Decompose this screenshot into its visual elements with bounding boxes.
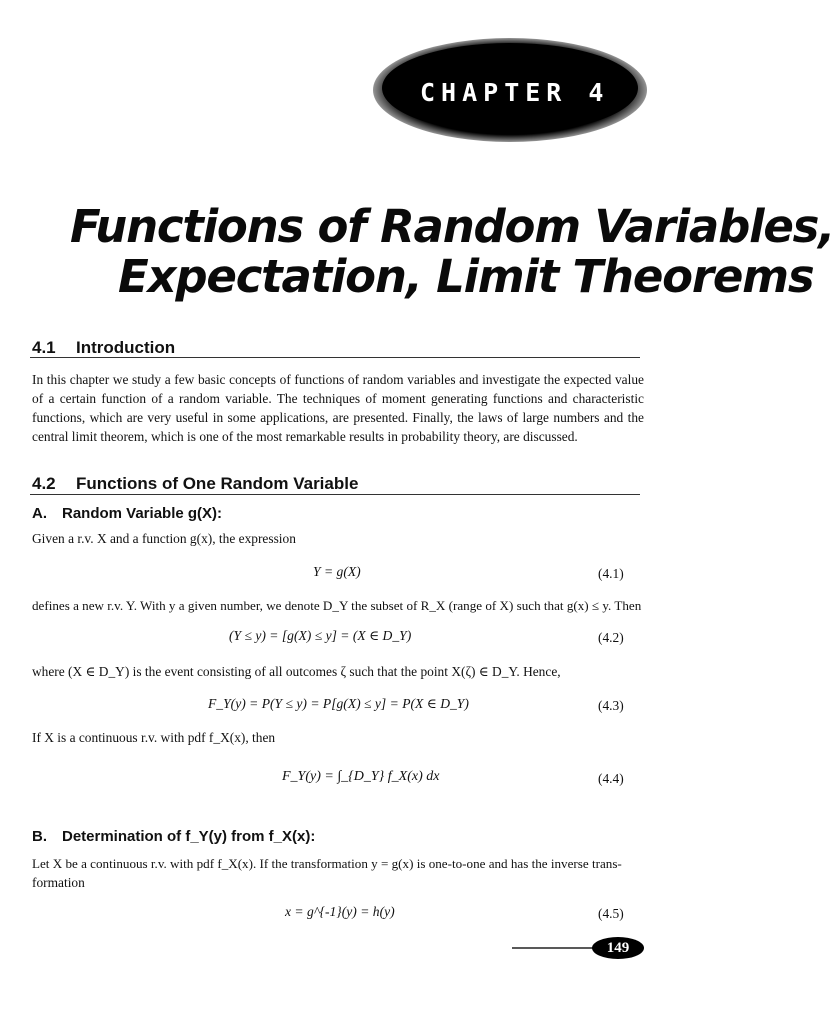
subsection-letter: A. [32, 505, 47, 522]
section-heading-4-1 [32, 338, 175, 358]
text-line: formation [32, 875, 85, 890]
subsection-heading-b [32, 828, 315, 845]
chapter-title-line1: Functions of Random Variables, [70, 200, 834, 253]
equation-4-5: x = g^{-1}(y) = h(y) [285, 904, 395, 919]
subsection-title: Random Variable g(X): [62, 505, 223, 522]
section-number: 4.2 [32, 474, 56, 493]
equation-4-1: Y = g(X) [313, 564, 361, 579]
equation-number: (4.4) [598, 771, 624, 786]
equation-number: (4.3) [598, 698, 624, 713]
chapter-label: CHAPTER 4 [420, 78, 610, 107]
text-line: where (X ∈ D_Y) is the event consisting of all outcomes ζ such that the point X(ζ) ∈ D_Y. Hence, [32, 664, 561, 679]
text-line: If X is a continuous r.v. with pdf f_X(x), then [32, 730, 276, 745]
section-rule [30, 357, 640, 358]
equation-4-3: F_Y(y) = P(Y ≤ y) = P[g(X) ≤ y] = P(X ∈ D_Y) [208, 696, 469, 711]
section-title: Functions of One Random Variable [76, 474, 359, 493]
text-line: Given a r.v. X and a function g(x), the expression [32, 531, 296, 546]
equation-number: (4.5) [598, 906, 624, 921]
equation-number: (4.2) [598, 630, 624, 645]
equation-number: (4.1) [598, 566, 624, 581]
intro-paragraph: In this chapter we study a few basic concepts of functions of random variables and investigate the expected value of a certain function of a random variable. The techniques of moment generating functions and characteristic functions, which are very useful in some applications, are presented. Finally, the laws of large numbers and the central limit theorem, which is one of the most remarkable results in probability theory, are discussed. [32, 372, 644, 444]
subsection-title: Determination of f_Y(y) from f_X(x): [62, 828, 316, 845]
section-number: 4.1 [32, 338, 56, 357]
text-line: defines a new r.v. Y. With y a given number, we denote D_Y the subset of R_X (range of X) such that g(x) ≤ y. Then [32, 598, 642, 613]
equation-4-2: (Y ≤ y) = [g(X) ≤ y] = (X ∈ D_Y) [229, 628, 412, 643]
section-heading-4-2 [32, 474, 358, 494]
equation-4-4: F_Y(y) = ∫_{D_Y} f_X(x) dx [282, 769, 440, 784]
page-number: 149 [606, 940, 630, 956]
subsection-heading-a [32, 505, 222, 522]
chapter-title-line2: Expectation, Limit Theorems [118, 250, 814, 303]
section-title: Introduction [76, 338, 176, 357]
text-line: Let X be a continuous r.v. with pdf f_X(x). If the transformation y = g(x) is one-to-one and has the inverse trans- [32, 856, 622, 871]
section-rule [30, 494, 640, 495]
subsection-letter: B. [32, 828, 47, 845]
